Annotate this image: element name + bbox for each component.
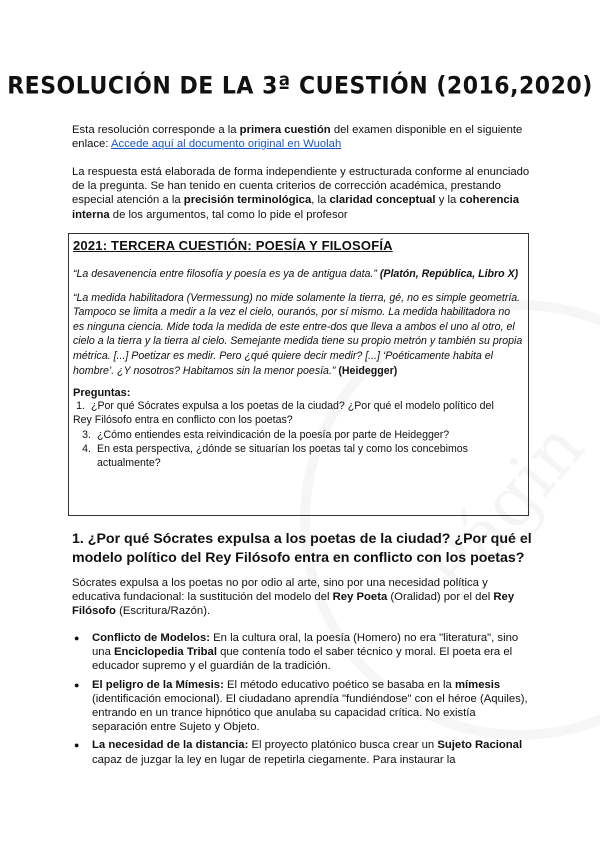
list-item: ● Conflicto de Modelos: En la cultura oral, la poesía (Homero) no era "literatura", sino una Enciclopedia Tribal que contenía todo el saber técnico y moral. El poeta era el educador supremo y el guardián de la tradición. <box>74 632 519 673</box>
heidegger-quote: “La medida habilitadora (Vermessung) no mide solamente la tierra, gé, no es simple geometría. Tampoco se limita a medir a la vez el cielo, ouranós, por sí mismo. La medida habilitadora no es ninguna ciencia. Mide toda la medida de este entre-dos que lleva a ambos el uno al otro, el cielo a la tierra y la tierra al cielo. Semejante medida tiene su propio metrón y también su propia métrica. [...] Poetizar es medir. Pero ¿qué quiere decir medir? [...] ‘Poéticamente habita el hombre’. ¿Y nosotros? Habitamos sin la menor poesía.” (Heidegger) <box>73 291 523 377</box>
criteria-paragraph: La respuesta está elaborada de forma independiente y estructurada conforme al enunciado de la pregunta. Se han tenido en cuenta criterios de corrección académica, prestando especial atención a la precisión terminológica, la claridad conceptual y la coherencia interna de los argumentos, tal como lo pide el profesor <box>72 166 530 221</box>
list-item: ● El peligro de la Mímesis: El método educativo poético se basaba en la mímesis (identificación emocional). El ciudadano aprendía "fundiéndose" con el héroe (Aquiles), entrando en un trance hipnótico que anulaba su capacidad crítica. No existía separación entre Sujeto y Objeto. <box>74 678 528 734</box>
exam-question-box <box>68 233 529 516</box>
bullet-icon: ● <box>74 740 80 751</box>
intro-paragraph: Esta resolución corresponde a la primera cuestión del examen disponible en el siguiente enlace: Accede aquí al documento original en Wuolah <box>72 124 523 151</box>
list-item: 3. ¿Cómo entiendes esta reivindicación de la poesía por parte de Heidegger? <box>82 428 450 441</box>
list-item: ● La necesidad de la distancia: El proyecto platónico busca crear un Sujeto Racional capaz de juzgar la ley en lugar de repetirla ciegamente. Para instaurar la <box>74 739 523 766</box>
questions-list <box>73 399 524 470</box>
box-heading: 2021: TERCERA CUESTIÓN: POESÍA Y FILOSOFÍA <box>73 238 393 253</box>
list-item: 4. En esta perspectiva, ¿dónde se situarían los poetas tal y como los concebimos actualmente? <box>82 442 468 469</box>
bullet-icon: ● <box>74 633 80 643</box>
bullet-icon: ● <box>74 679 80 690</box>
section-heading: 1. ¿Por qué Sócrates expulsa a los poetas de la ciudad? ¿Por qué el modelo político del Rey Filósofo entra en conflicto con los poetas? <box>72 531 532 566</box>
page-title: RESOLUCIÓN DE LA 3ª CUESTIÓN (2016,2020) <box>7 72 593 101</box>
section-intro-paragraph: Sócrates expulsa a los poetas no por odio al arte, sino por una necesidad política y educativa fundacional: la sustitución del modelo del Rey Poeta (Oralidad) por el del Rey Filósofo (Escritura/Razón). <box>72 577 515 618</box>
plato-quote: “La desavenencia entre filosofía y poesía es ya de antigua data.” (Platón, República, Libro X) <box>73 268 519 280</box>
list-item: 1. ¿Por qué Sócrates expulsa a los poetas de la ciudad? ¿Por qué el modelo político del Rey Filósofo entra en conflicto con los poetas? <box>73 400 494 427</box>
argument-list <box>72 631 532 771</box>
original-document-link[interactable]: Accede aquí al documento original en Wuolah <box>110 138 342 151</box>
questions-heading: Preguntas: <box>73 387 131 400</box>
